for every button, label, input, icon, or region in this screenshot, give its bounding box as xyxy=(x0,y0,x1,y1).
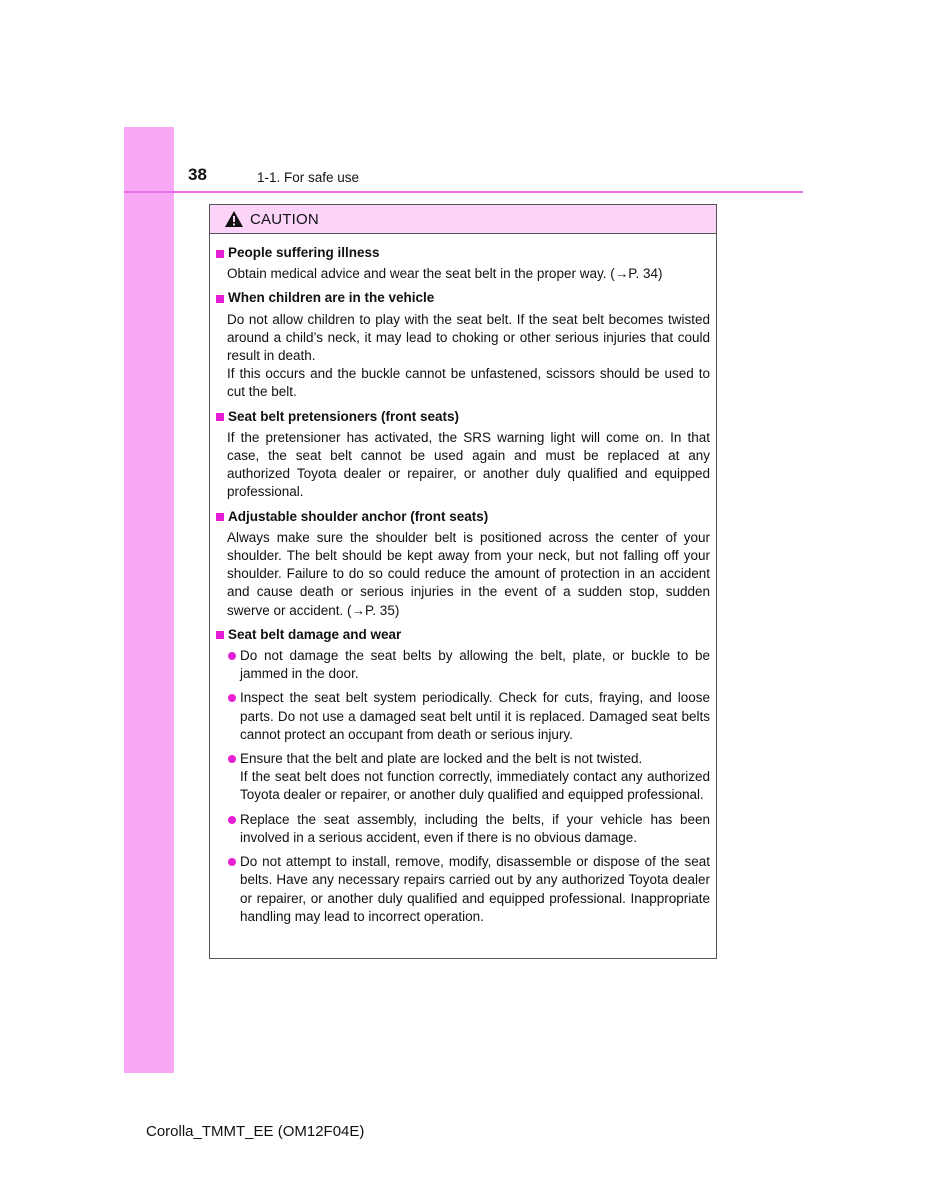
item-heading: Seat belt damage and wear xyxy=(216,626,710,644)
list-item: Do not attempt to install, remove, modify, disassemble or dispose of the seat belts. Have any necessary repairs carried out by any authorized Toyota dealer or repairer, or another duly qualified and equipped professional. Inappropriate handling may lead to incorrect operation. xyxy=(216,853,710,926)
circle-bullet-icon xyxy=(228,755,236,763)
item-heading: When children are in the vehicle xyxy=(216,289,710,307)
caution-header xyxy=(210,205,716,234)
list-item: Ensure that the belt and plate are locked and the belt is not twisted. If the seat belt does not function correctly, immediately contact any authorized Toyota dealer or repairer, or another duly qualified and equipped professional. xyxy=(216,750,710,805)
caution-item xyxy=(216,244,710,283)
caution-item xyxy=(216,289,710,401)
square-bullet-icon xyxy=(216,250,224,258)
caution-item xyxy=(216,408,710,502)
circle-bullet-icon xyxy=(228,816,236,824)
square-bullet-icon xyxy=(216,631,224,639)
item-text: Do not allow children to play with the seat belt. If the seat belt becomes twisted around a child’s neck, it may lead to choking or other serious injuries that could result in death. xyxy=(227,311,710,364)
caution-item xyxy=(216,508,710,620)
caution-item xyxy=(216,626,710,926)
square-bullet-icon xyxy=(216,513,224,521)
list-item: Replace the seat assembly, including the belts, if your vehicle has been involved in a serious accident, even if there is no obvious damage. xyxy=(216,811,710,847)
item-heading: People suffering illness xyxy=(216,244,710,262)
caution-label: CAUTION xyxy=(250,210,319,228)
circle-bullet-icon xyxy=(228,652,236,660)
square-bullet-icon xyxy=(216,413,224,421)
side-tab xyxy=(124,127,174,1073)
warning-triangle-icon xyxy=(224,210,244,228)
circle-bullet-icon xyxy=(228,694,236,702)
page-number: 38 xyxy=(188,165,207,184)
item-text: If the pretensioner has activated, the SRS warning light will come on. In that case, the seat belt cannot be used again and must be replaced at any authorized Toyota dealer or repairer, or another duly qualified and equipped professional. xyxy=(227,429,710,500)
list-item: Do not damage the seat belts by allowing the belt, plate, or buckle to be jammed in the door. xyxy=(216,647,710,683)
list-item: Inspect the seat belt system periodically. Check for cuts, fraying, and loose parts. Do not use a damaged seat belt until it is replaced. Damaged seat belts cannot protect an occupant from death or serious injury. xyxy=(216,689,710,744)
caution-body xyxy=(210,234,716,926)
item-heading: Seat belt pretensioners (front seats) xyxy=(216,408,710,426)
caution-box xyxy=(209,204,717,959)
section-title: 1-1. For safe use xyxy=(257,170,360,185)
footer-text: Corolla_TMMT_EE (OM12F04E) xyxy=(146,1123,365,1140)
item-heading: Adjustable shoulder anchor (front seats) xyxy=(216,508,710,526)
item-text: Always make sure the shoulder belt is positioned across the center of your shoulder. The belt should be kept away from your neck, but not falling off your shoulder. Failure to do so could reduce the amount of protection in an accident and cause death or serious injuries in the event of a sudden stop, sudden swerve or accident. (→P. 35) xyxy=(227,529,710,618)
header-rule xyxy=(124,191,803,193)
item-text: If this occurs and the buckle cannot be unfastened, scissors should be used to cut the belt. xyxy=(227,366,710,400)
circle-bullet-icon xyxy=(228,858,236,866)
item-text: Obtain medical advice and wear the seat belt in the proper way. (→P. 34) xyxy=(227,266,663,282)
square-bullet-icon xyxy=(216,295,224,303)
